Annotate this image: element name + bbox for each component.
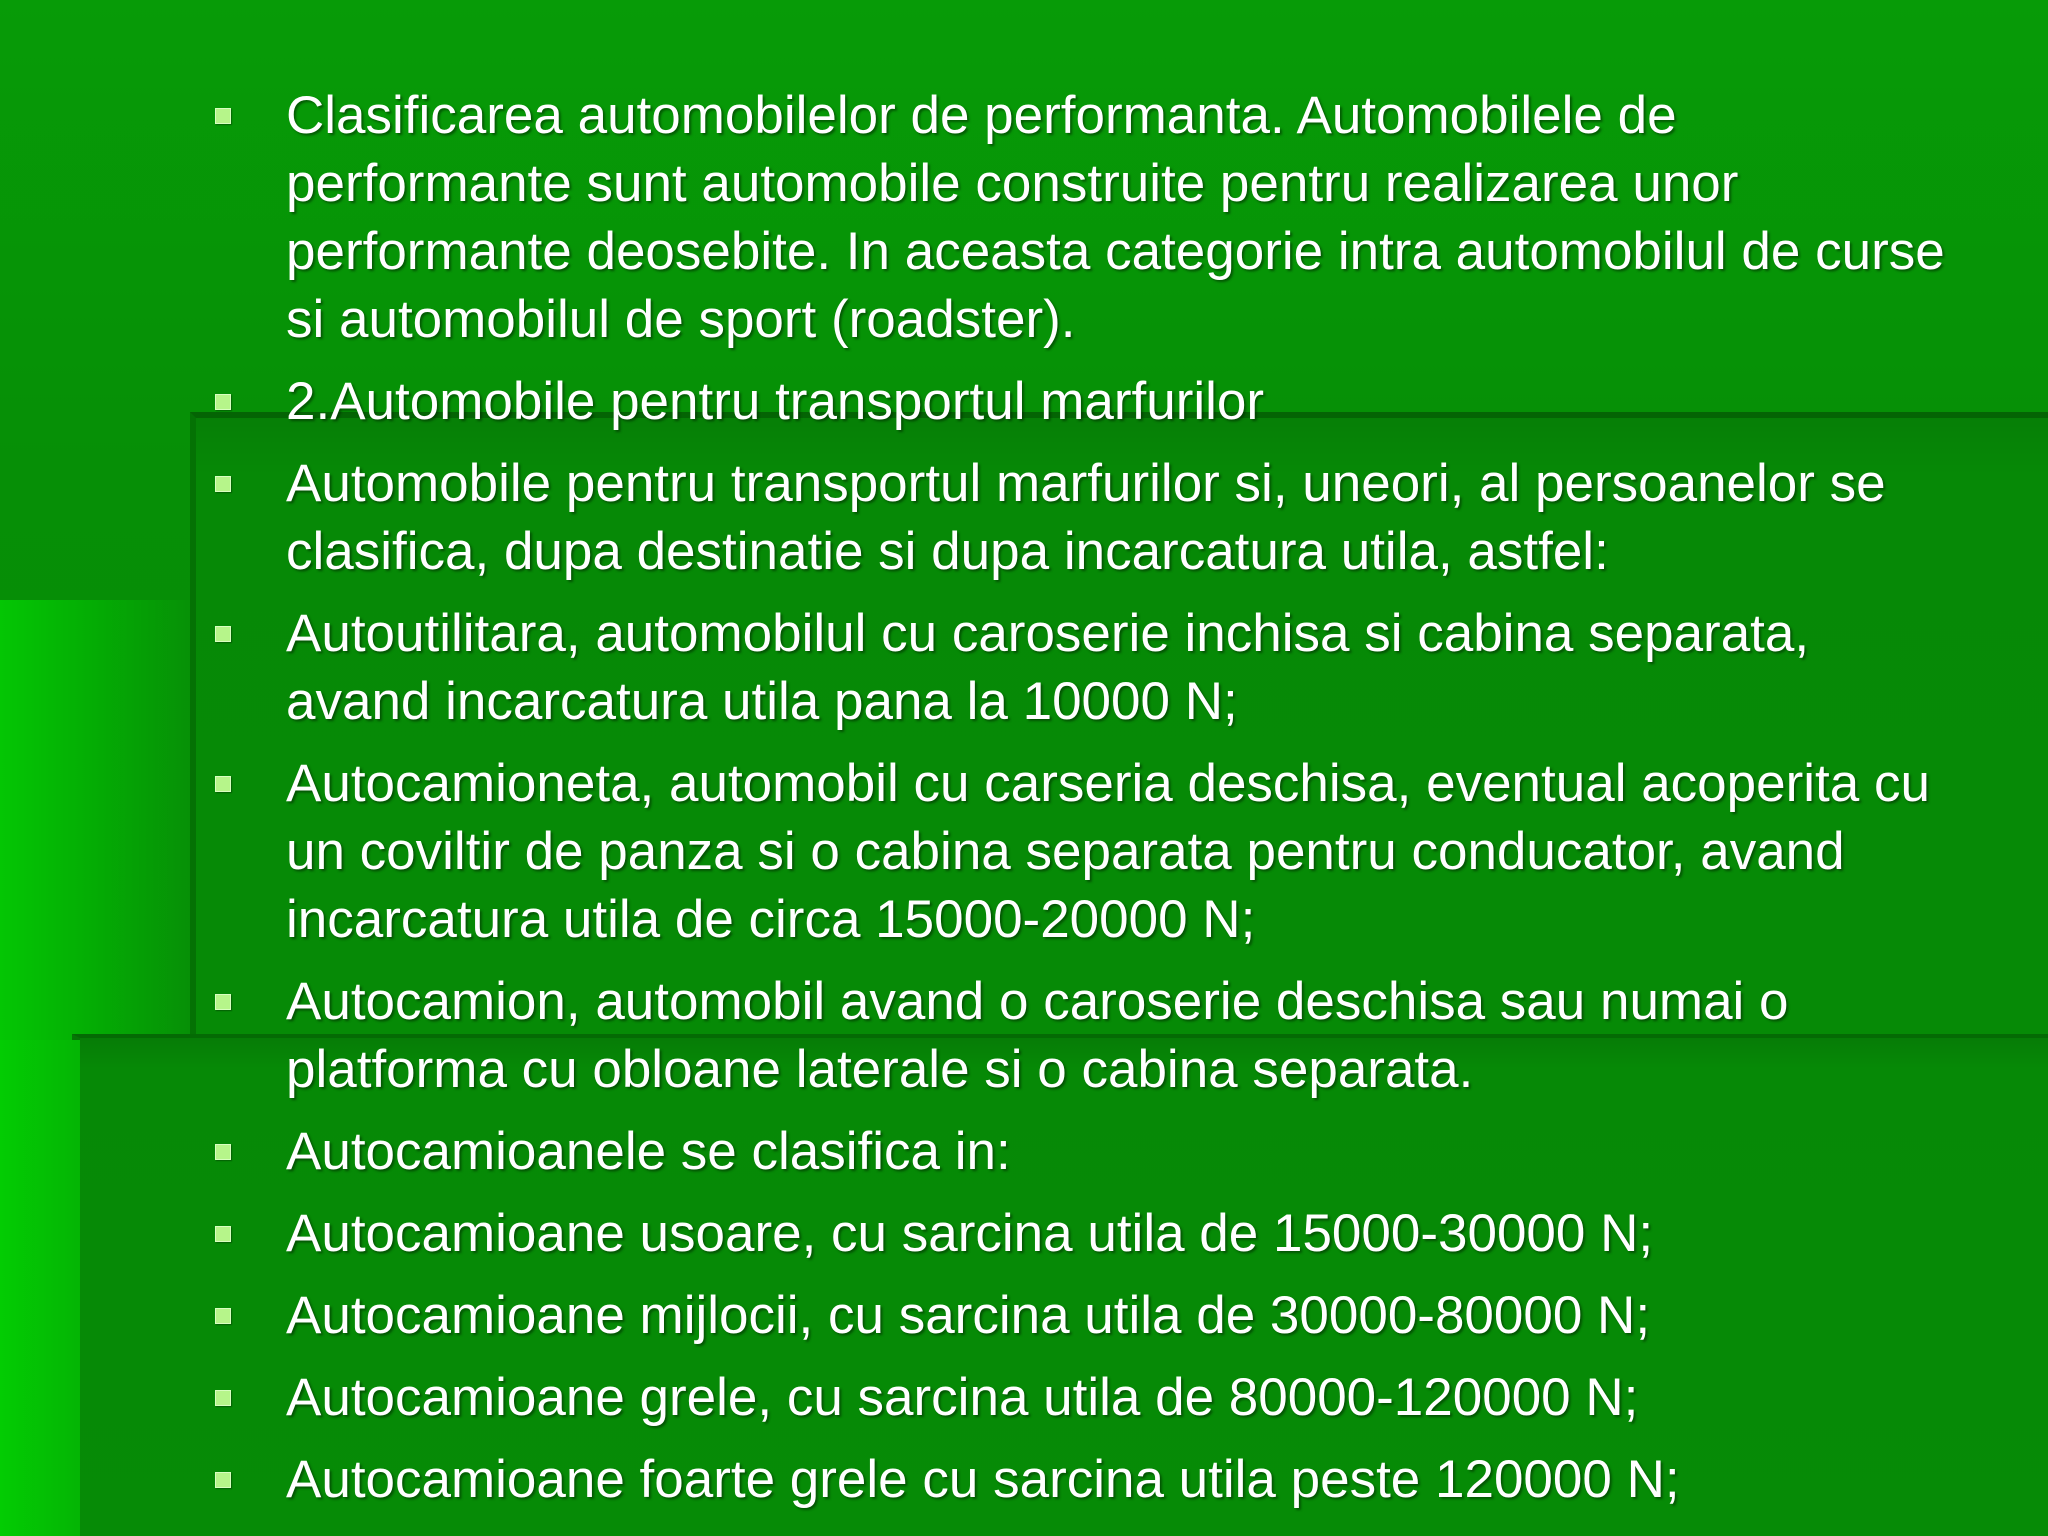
left-edge-decoration	[0, 1040, 80, 1536]
list-item-text: Autocamioane grele, cu sarcina utila de 80000-120000 N;	[286, 1368, 1639, 1427]
bullet-list	[210, 82, 1950, 1528]
square-bullet-icon	[215, 776, 231, 792]
list-item	[210, 968, 1950, 1104]
square-bullet-icon	[215, 394, 231, 410]
list-item	[210, 82, 1950, 354]
list-item	[210, 1364, 1950, 1432]
square-bullet-icon	[215, 626, 231, 642]
list-item	[210, 368, 1950, 436]
list-item-text: Autocamioane mijlocii, cu sarcina utila de 30000-80000 N;	[286, 1286, 1651, 1345]
square-bullet-icon	[215, 108, 231, 124]
square-bullet-icon	[215, 476, 231, 492]
list-item-text: Autocamion, automobil avand o caroserie deschisa sau numai o platforma cu obloane laterale si o cabina separata.	[286, 972, 1789, 1099]
list-item	[210, 1200, 1950, 1268]
list-item-text: Automobile pentru transportul marfurilor si, uneori, al persoanelor se clasifica, dupa destinatie si dupa incarcatura utila, astfel:	[286, 454, 1886, 581]
list-item-text: Autocamioane foarte grele cu sarcina utila peste 120000 N;	[286, 1450, 1680, 1509]
list-item-text: Autocamioanele se clasifica in:	[286, 1122, 1011, 1181]
square-bullet-icon	[215, 994, 231, 1010]
list-item-text: Autocamioneta, automobil cu carseria deschisa, eventual acoperita cu un coviltir de panza si o cabina separata pentru conducator, avand incarcatura utila de circa 15000-20000 N;	[286, 754, 1930, 949]
list-item	[210, 450, 1950, 586]
list-item	[210, 750, 1950, 954]
square-bullet-icon	[215, 1390, 231, 1406]
list-item-text: 2.Automobile pentru transportul marfurilor	[286, 372, 1265, 431]
list-item	[210, 1282, 1950, 1350]
list-item	[210, 1118, 1950, 1186]
list-item-text: Autoutilitara, automobilul cu caroserie inchisa si cabina separata, avand incarcatura utila pana la 10000 N;	[286, 604, 1810, 731]
square-bullet-icon	[215, 1226, 231, 1242]
list-item	[210, 1446, 1950, 1514]
list-item-text: Autocamioane usoare, cu sarcina utila de 15000-30000 N;	[286, 1204, 1654, 1263]
list-item	[210, 600, 1950, 736]
square-bullet-icon	[215, 1472, 231, 1488]
square-bullet-icon	[215, 1144, 231, 1160]
square-bullet-icon	[215, 1308, 231, 1324]
list-item-text: Clasificarea automobilelor de performanta. Automobilele de performante sunt automobile construite pentru realizarea unor performante deosebite. In aceasta categorie intra automobilul de curse si automobilul de sport (roadster).	[286, 86, 1945, 349]
